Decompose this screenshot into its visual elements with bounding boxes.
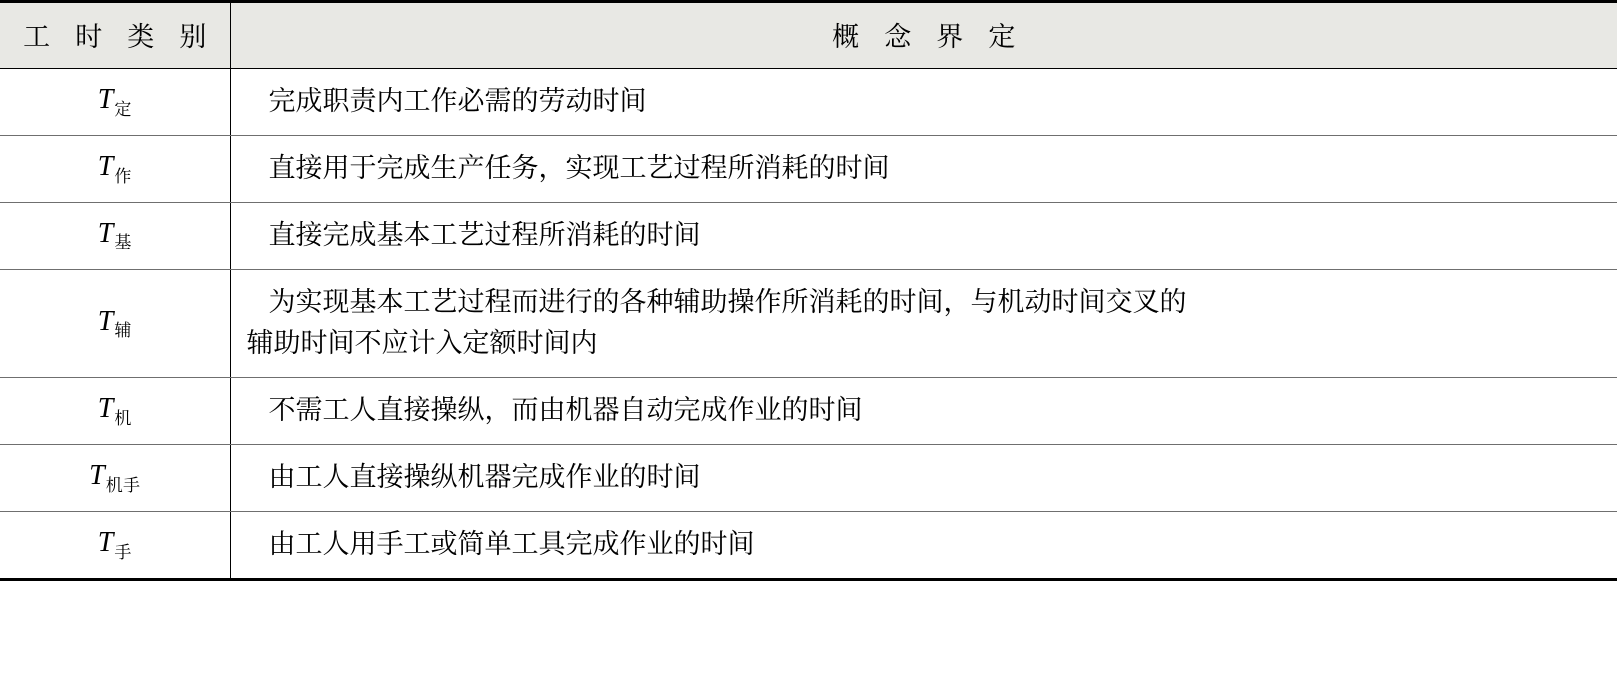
symbol-T: T xyxy=(97,527,114,559)
symbol-subscript: 基 xyxy=(114,233,132,253)
symbol-T: T xyxy=(97,305,114,337)
symbol-T: T xyxy=(97,150,114,182)
cell-definition xyxy=(230,69,1617,136)
definition-text: 为实现基本工艺过程而进行的各种辅助操作所消耗的时间，与机动时间交叉的 xyxy=(268,286,1187,317)
header-cell-definition: 概 念 界 定 xyxy=(230,2,1617,69)
cell-definition xyxy=(230,445,1617,512)
table-header xyxy=(0,2,1617,69)
definition-text: 由工人用手工或简单工具完成作业的时间 xyxy=(268,528,755,559)
symbol-T: T xyxy=(97,84,114,116)
cell-definition xyxy=(230,378,1617,445)
symbol-subscript: 手 xyxy=(114,542,132,562)
definition-text-line2: 辅助时间不应计入定额时间内 xyxy=(246,328,598,359)
cell-category xyxy=(0,378,230,445)
cell-definition xyxy=(230,511,1617,579)
symbol-subscript: 机手 xyxy=(105,475,141,495)
cell-category xyxy=(0,135,230,202)
symbol-subscript: 作 xyxy=(114,166,132,186)
cell-definition xyxy=(230,135,1617,202)
cell-category xyxy=(0,269,230,378)
table-body xyxy=(0,69,1617,580)
symbol-subscript: 辅 xyxy=(114,321,132,341)
cell-definition xyxy=(230,202,1617,269)
table-row xyxy=(0,269,1617,378)
table-row xyxy=(0,378,1617,445)
definition-text: 由工人直接操纵机器完成作业的时间 xyxy=(268,462,701,493)
definition-text: 直接用于完成生产任务，实现工艺过程所消耗的时间 xyxy=(268,152,890,183)
table-row xyxy=(0,69,1617,136)
symbol-T: T xyxy=(89,460,105,492)
symbol-subscript: 定 xyxy=(114,99,132,119)
table-row xyxy=(0,445,1617,512)
table-header-row xyxy=(0,2,1617,69)
table-row xyxy=(0,135,1617,202)
definition-text: 完成职责内工作必需的劳动时间 xyxy=(268,86,647,116)
symbol-T: T xyxy=(97,393,114,425)
definition-text: 不需工人直接操纵，而由机器自动完成作业的时间 xyxy=(268,395,863,426)
header-cell-category: 工 时 类 别 xyxy=(0,2,230,69)
definition-text: 直接完成基本工艺过程所消耗的时间 xyxy=(268,219,701,250)
cell-category xyxy=(0,69,230,136)
cell-category xyxy=(0,511,230,579)
symbol-T: T xyxy=(97,217,114,249)
cell-category xyxy=(0,202,230,269)
table-row xyxy=(0,202,1617,269)
symbol-subscript: 机 xyxy=(114,408,132,428)
cell-definition xyxy=(230,269,1617,378)
table-row xyxy=(0,511,1617,579)
cell-category xyxy=(0,445,230,512)
